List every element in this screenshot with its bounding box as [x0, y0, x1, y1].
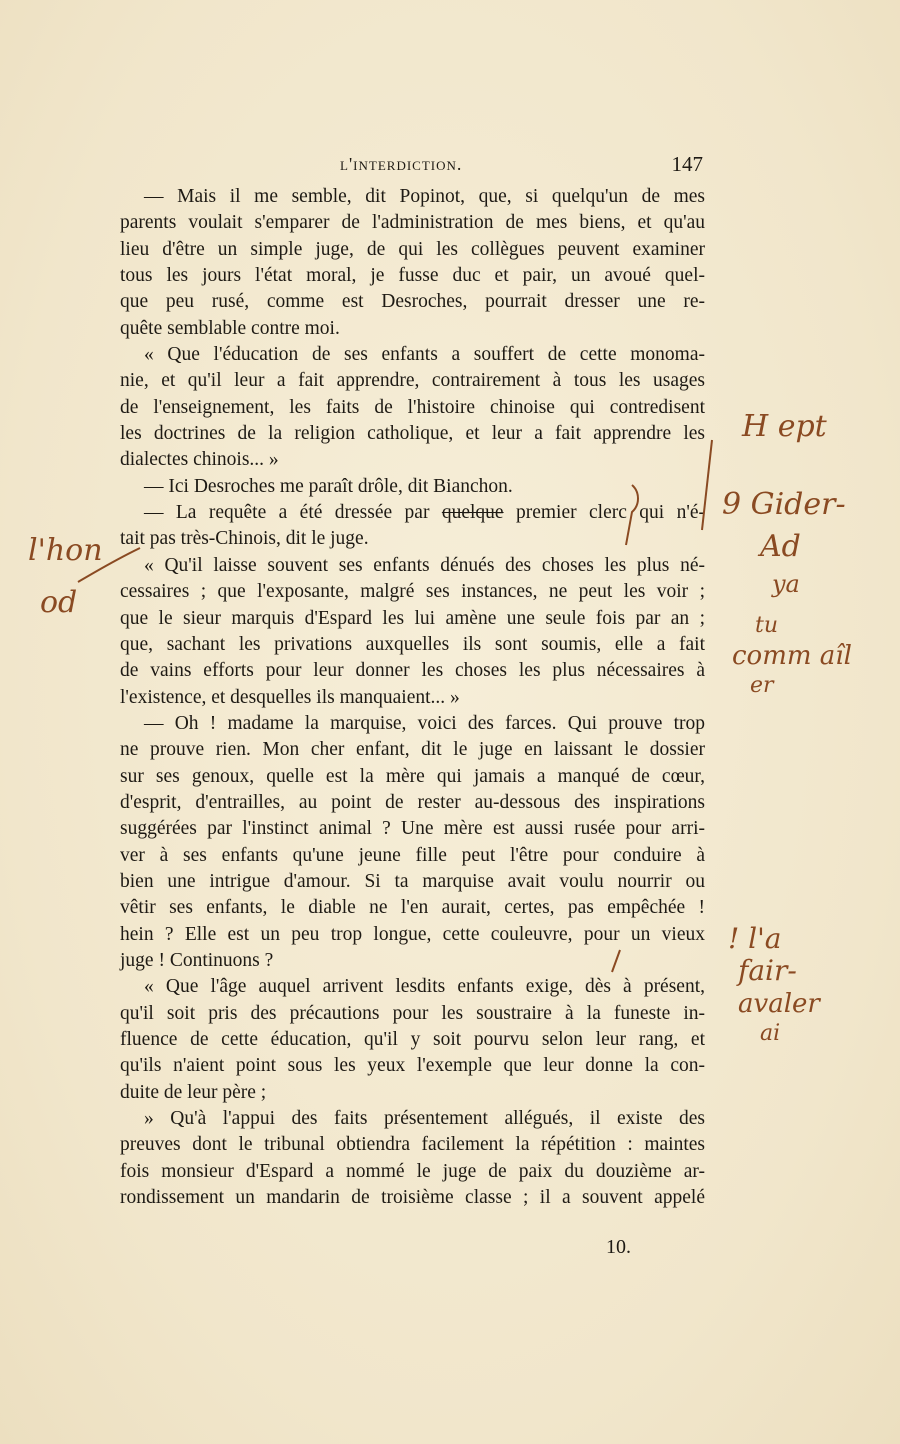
margin-note-right: comm aîl [732, 641, 852, 671]
text-segment: — La requête a été dressée par [144, 502, 430, 524]
text-line: que, sachant les privations auxquelles ils sont soumis, elle a fait [120, 633, 705, 655]
text-line: bien une intrigue d'amour. Si ta marquise avait voulu nourrir ou [120, 870, 705, 892]
margin-note-right: tu [755, 613, 779, 638]
text-line: qu'il soit pris des précautions pour les soustraire à la funeste in- [120, 1002, 705, 1024]
text-line: — Mais il me semble, dit Popinot, que, si quelqu'un de mes [144, 186, 705, 207]
text-line: l'existence, et desquelles ils manquaient... » [120, 686, 460, 708]
margin-note-right: Ad [760, 529, 801, 564]
text-line: parents voulait s'emparer de l'administration de mes biens, et qu'au [120, 212, 705, 234]
margin-note-right: fair- [738, 954, 797, 987]
text-line: lieu d'être un simple juge, de qui les collègues peuvent examiner [120, 238, 705, 260]
text-line: d'esprit, d'entrailles, au point de rester au-dessous des inspirations [120, 791, 705, 813]
text-line: tous les jours l'état moral, je fusse duc et pair, un avoué quel- [120, 265, 705, 287]
text-line-with-correction [120, 500, 705, 526]
margin-note-left: od [40, 585, 78, 620]
text-line: de l'enseignement, les faits de l'histoire chinoise qui contredisent [120, 396, 705, 418]
text-line: rondissement un mandarin de troisième classe ; il a souvent appelé [120, 1187, 705, 1209]
text-line: hein ? Elle est un peu trop longue, cette couleuvre, pour un vieux [120, 923, 705, 945]
text-line: cessaires ; que l'exposante, malgré ses instances, ne peut les voir ; [120, 581, 705, 603]
text-segment: premier clerc qui n'é- [515, 502, 705, 524]
text-line: — Ici Desroches me paraît drôle, dit Bianchon. [144, 475, 513, 497]
text-line: « Que l'éducation de ses enfants a souffert de cette monoma- [144, 344, 705, 366]
text-line: « Que l'âge auquel arrivent lesdits enfants exige, dès à présent, [144, 976, 705, 998]
text-line: vêtir ses enfants, le diable ne l'en aurait, certes, pas empêchée ! [120, 897, 705, 919]
text-line: que peu rusé, comme est Desroches, pourrait dresser une re- [120, 291, 705, 313]
running-title: l'interdiction. [340, 154, 463, 174]
page-number: 147 [671, 152, 703, 176]
text-line: fois monsieur d'Espard a nommé le juge de paix du douzième ar- [120, 1160, 705, 1182]
text-line: les doctrines de la religion catholique, et leur a fait apprendre les [120, 423, 705, 445]
text-line: ne prouve rien. Mon cher enfant, dit le juge en laissant le dossier [120, 739, 705, 761]
text-line: duite de leur père ; [120, 1081, 267, 1103]
margin-note-right: 9 Gider- [722, 487, 846, 522]
text-line: fluence de cette éducation, qu'il y soit pourvu selon leur rang, et [120, 1029, 705, 1050]
text-line: » Qu'à l'appui des faits présentement allégués, il existe des [144, 1108, 705, 1130]
text-line: sur ses genoux, quelle est la mère qui jamais a manqué de cœur, [120, 765, 705, 787]
margin-note-right: H ept [742, 409, 827, 444]
text-line: nie, et qu'il leur a fait apprendre, contrairement à tous les usages [120, 370, 705, 392]
text-line: tait pas très-Chinois, dit le juge. [120, 528, 369, 550]
margin-note-right: ! l'a [728, 922, 782, 955]
text-line: — Oh ! madame la marquise, voici des farces. Qui prouve trop [144, 712, 705, 734]
text-line: suggérées par l'instinct animal ? Une mère est aussi rusée pour arri- [120, 818, 705, 840]
text-line: qu'ils n'aient point sous les yeux l'exemple que leur donne la con- [120, 1055, 705, 1077]
text-line: de vains efforts pour leur donner les choses les plus nécessaires à [120, 660, 705, 682]
text-line: preuves dont le tribunal obtiendra facilement la répétition : maintes [120, 1134, 705, 1156]
margin-note-right: ya [772, 570, 800, 598]
text-line: que le sieur marquis d'Espard les lui amène une seule fois par an ; [120, 607, 705, 629]
margin-note-right: ai [760, 1021, 781, 1046]
text-line: juge ! Continuons ? [120, 949, 274, 971]
signature-mark: 10. [606, 1236, 631, 1258]
body-text [120, 184, 705, 1211]
running-head [120, 150, 705, 180]
text-line: quête semblable contre moi. [120, 317, 340, 339]
margin-note-right: er [750, 673, 774, 698]
struck-word: quelque [441, 502, 504, 524]
text-line: ver à ses enfants qu'une jeune fille peut l'être pour conduire à [120, 844, 705, 866]
margin-note-left: l'hon [28, 533, 103, 568]
margin-note-right: avaler [738, 989, 820, 1019]
text-line: dialectes chinois... » [120, 449, 279, 471]
text-line: « Qu'il laisse souvent ses enfants dénués des choses les plus né- [144, 554, 705, 576]
